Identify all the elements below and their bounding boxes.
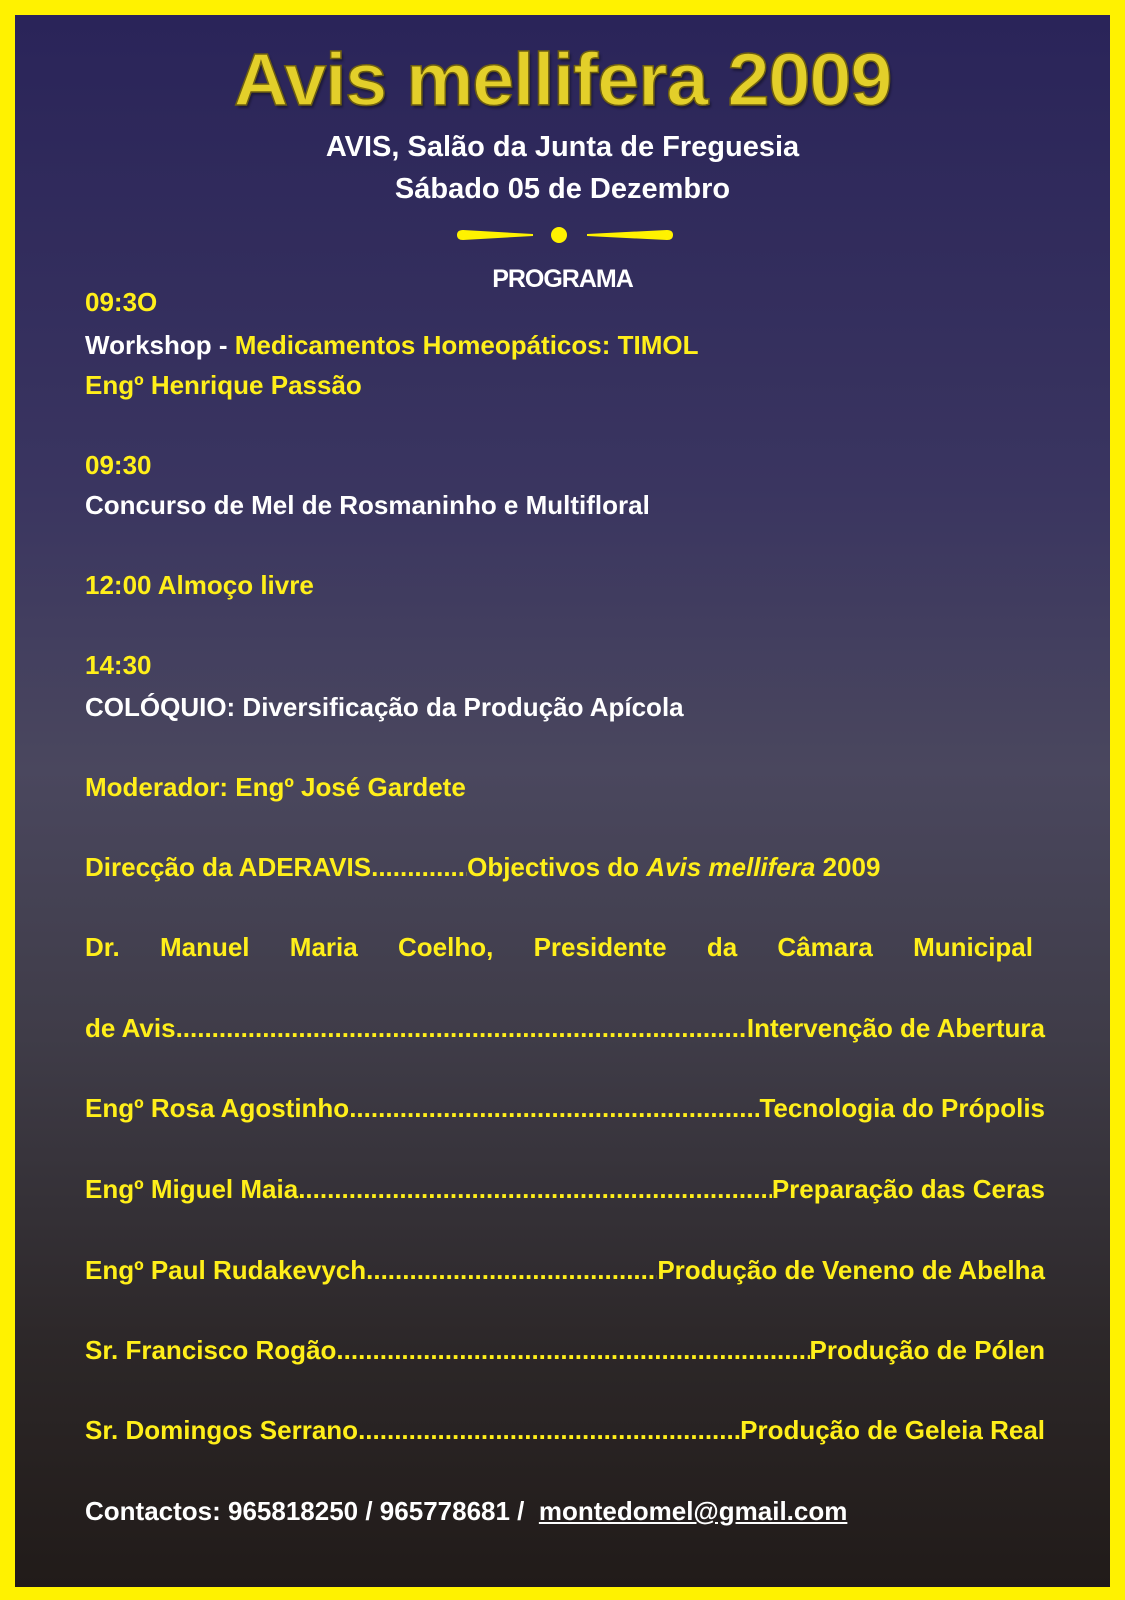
talk-speaker: de Avis [85, 1013, 176, 1043]
event-date: Sábado 05 de Dezembro [394, 173, 731, 205]
decorative-divider-icon [455, 225, 675, 245]
talk-topic: Produção de Geleia Real [740, 1415, 1045, 1445]
talk-speaker: Direcção da ADERAVIS [85, 852, 372, 882]
talk-row: Dr. Manuel Maria Coelho, Presidente da Câmara Municipal [85, 932, 1033, 962]
talk-topic: Produção de Veneno de Abelha [657, 1255, 1045, 1285]
item-label: Workshop - [85, 330, 235, 360]
email-link[interactable]: montedomel@gmail.com [538, 1496, 848, 1526]
talk-row [85, 850, 1045, 884]
item-label: Concurso de Mel de Rosmaninho e Multifloral [85, 490, 650, 520]
moderator: Moderador: Engº José Gardete [85, 772, 466, 802]
talk-topic: Preparação das Ceras [771, 1174, 1045, 1204]
talk-topic: Objectivos do Avis mellifera 2009 [467, 852, 881, 882]
talk-speaker: Engº Rosa Agostinho [85, 1093, 350, 1123]
talk-speaker: Sr. Francisco Rogão [85, 1335, 337, 1365]
talk-topic: Intervenção de Abertura [746, 1013, 1045, 1043]
item-time: 09:3O [85, 287, 158, 317]
item-workshop [85, 328, 1045, 362]
item-time: 14:30 [85, 650, 152, 680]
item-lunch: 12:00 Almoço livre [85, 570, 314, 600]
talk-row [85, 1091, 1045, 1125]
contacts-phones: Contactos: 965818250 / 965778681 / [85, 1496, 539, 1526]
talk-topic: Produção de Pólen [809, 1335, 1045, 1365]
venue: AVIS, Salão da Junta de Freguesia [325, 131, 800, 163]
talk-row [85, 1253, 1045, 1287]
talk-topic: Tecnologia do Própolis [759, 1093, 1045, 1123]
talk-speaker: Sr. Domingos Serrano [85, 1415, 359, 1445]
item-time: 09:30 [85, 450, 152, 480]
talk-row [85, 1172, 1045, 1206]
item-speaker: Engº Henrique Passão [85, 370, 362, 400]
talk-row [85, 1413, 1045, 1447]
poster [15, 15, 1110, 1587]
talk-row [85, 1333, 1045, 1367]
item-label: COLÓQUIO: Diversificação da Produção Apícola [85, 692, 684, 722]
talk-row [85, 1011, 1045, 1045]
talk-speaker: Engº Paul Rudakevych [85, 1255, 367, 1285]
item-topic: Medicamentos Homeopáticos: TIMOL [234, 330, 699, 360]
contacts [85, 1494, 1045, 1528]
talk-speaker: Engº Miguel Maia [85, 1174, 299, 1204]
poster-title: Avis mellifera 2009 [233, 38, 892, 121]
section-heading: PROGRAMA [492, 265, 633, 293]
